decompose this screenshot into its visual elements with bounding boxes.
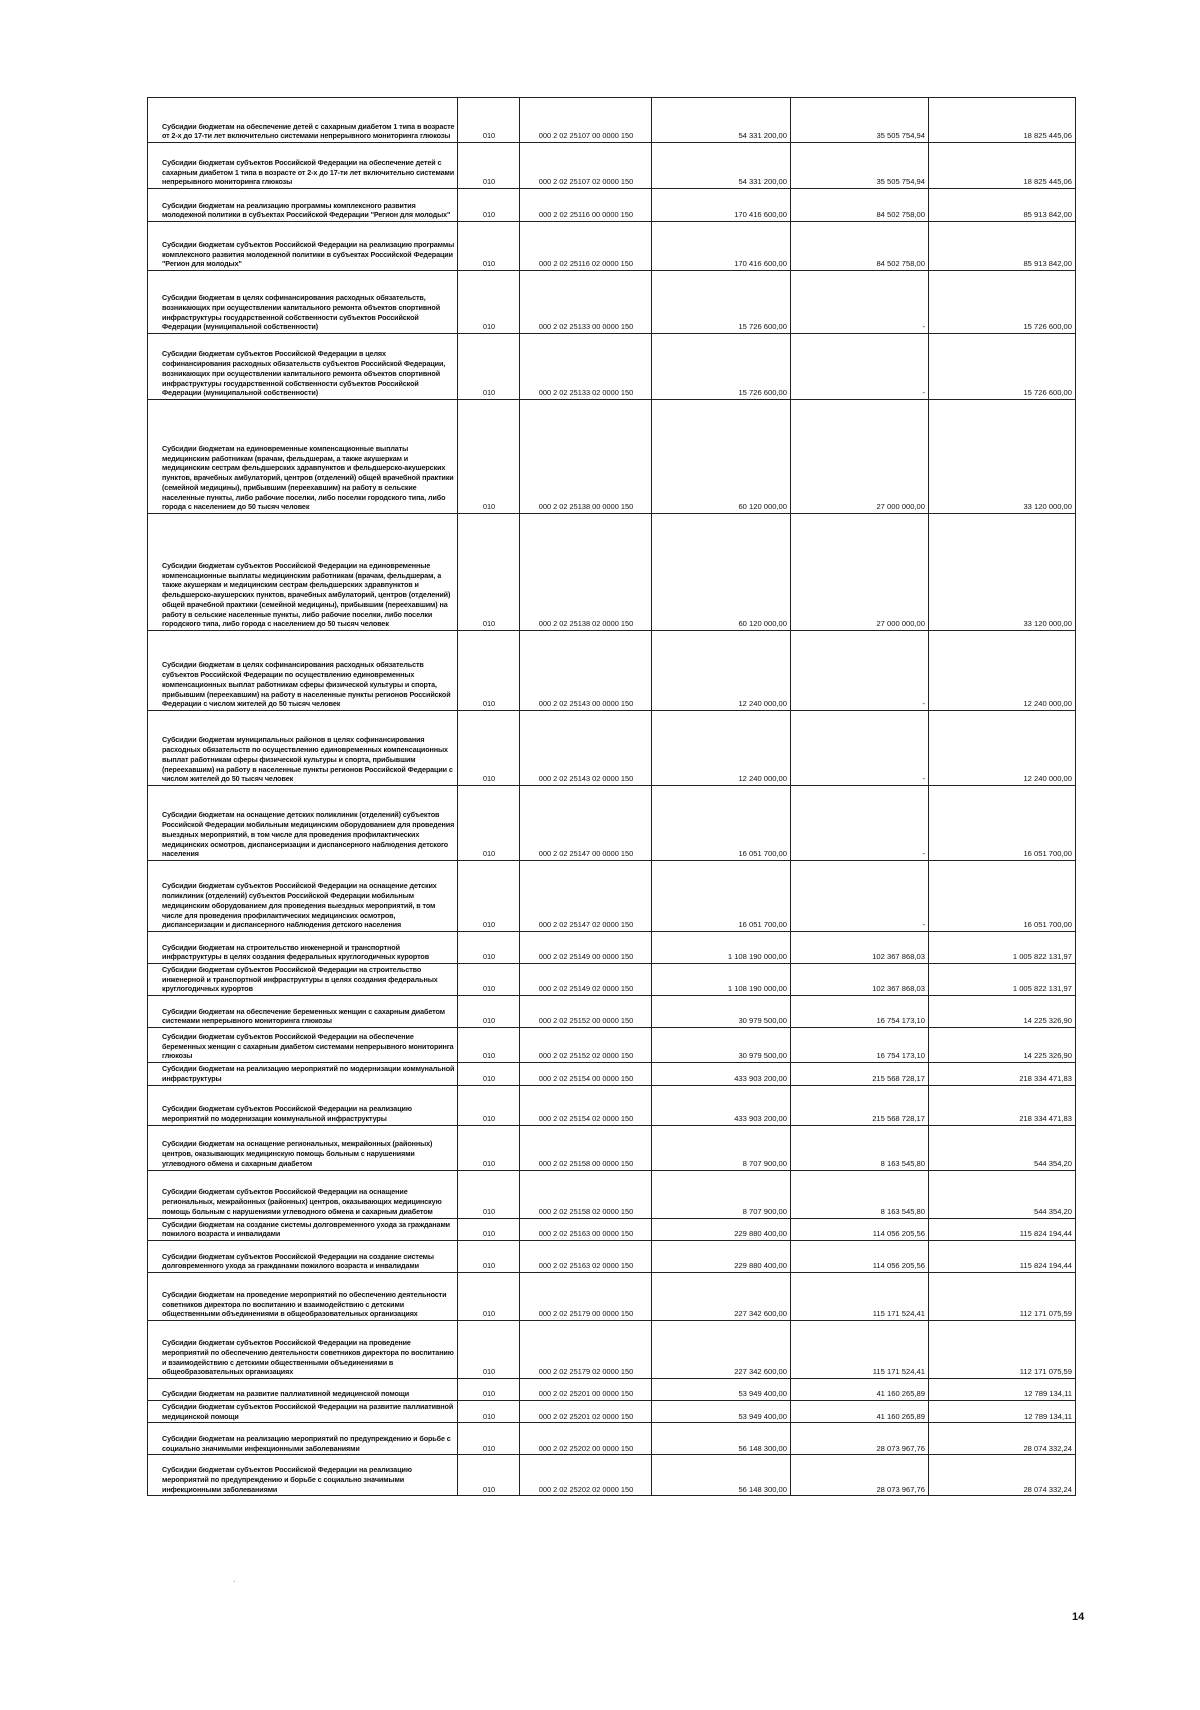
table-row <box>148 514 1076 631</box>
row-executed-amount: 27 000 000,00 <box>791 514 929 631</box>
row-unexecuted-amount: 16 051 700,00 <box>929 786 1076 861</box>
row-executed-amount: 115 171 524,41 <box>791 1272 929 1320</box>
row-name: Субсидии бюджетам на обеспечение детей с сахарным диабетом 1 типа в возрасте от 2-х до 17-ти лет включительно системами непрерывного мониторинга глюкозы <box>148 98 458 143</box>
row-budget-code: 000 2 02 25147 02 0000 150 <box>520 861 652 932</box>
row-budget-code: 000 2 02 25152 00 0000 150 <box>520 996 652 1028</box>
row-line-code: 010 <box>458 98 520 143</box>
table-row <box>148 1423 1076 1455</box>
row-unexecuted-amount: 218 334 471,83 <box>929 1085 1076 1125</box>
table-row <box>148 1125 1076 1170</box>
row-approved-amount: 170 416 600,00 <box>652 222 791 271</box>
row-unexecuted-amount: 15 726 600,00 <box>929 271 1076 334</box>
row-line-code: 010 <box>458 334 520 400</box>
row-approved-amount: 1 108 190 000,00 <box>652 964 791 996</box>
row-unexecuted-amount: 115 824 194,44 <box>929 1218 1076 1240</box>
table-row <box>148 271 1076 334</box>
row-name: Субсидии бюджетам на реализацию программы комплексного развития молодежной политики в субъектах Российской Федерации "Регион для молодых" <box>148 189 458 222</box>
row-approved-amount: 30 979 500,00 <box>652 1028 791 1063</box>
row-name: Субсидии бюджетам субъектов Российской Федерации на обеспечение детей с сахарным диабетом 1 типа в возрасте от 2-х до 17-ти лет включительно системами непрерывного мониторинга глюкозы <box>148 143 458 189</box>
table-row <box>148 1085 1076 1125</box>
row-approved-amount: 8 707 900,00 <box>652 1125 791 1170</box>
row-approved-amount: 56 148 300,00 <box>652 1455 791 1496</box>
row-executed-amount: - <box>791 271 929 334</box>
row-line-code: 010 <box>458 964 520 996</box>
table-row <box>148 1063 1076 1085</box>
row-budget-code: 000 2 02 25202 00 0000 150 <box>520 1423 652 1455</box>
row-unexecuted-amount: 15 726 600,00 <box>929 334 1076 400</box>
row-approved-amount: 170 416 600,00 <box>652 189 791 222</box>
row-unexecuted-amount: 14 225 326,90 <box>929 1028 1076 1063</box>
row-executed-amount: - <box>791 786 929 861</box>
row-name: Субсидии бюджетам на проведение мероприятий по обеспечению деятельности советников директора по воспитанию и взаимодействию с детскими общественными объединениями в общеобразовательных организациях <box>148 1272 458 1320</box>
row-name: Субсидии бюджетам субъектов Российской Федерации на реализацию мероприятий по модернизации коммунальной инфраструктуры <box>148 1085 458 1125</box>
row-unexecuted-amount: 115 824 194,44 <box>929 1240 1076 1272</box>
row-line-code: 010 <box>458 1320 520 1378</box>
row-budget-code: 000 2 02 25107 00 0000 150 <box>520 98 652 143</box>
row-approved-amount: 53 949 400,00 <box>652 1378 791 1400</box>
row-executed-amount: - <box>791 861 929 932</box>
row-executed-amount: 84 502 758,00 <box>791 189 929 222</box>
row-approved-amount: 12 240 000,00 <box>652 711 791 786</box>
row-budget-code: 000 2 02 25163 00 0000 150 <box>520 1218 652 1240</box>
row-budget-code: 000 2 02 25147 00 0000 150 <box>520 786 652 861</box>
row-approved-amount: 15 726 600,00 <box>652 271 791 334</box>
row-line-code: 010 <box>458 1218 520 1240</box>
table-row <box>148 1455 1076 1496</box>
table-row <box>148 98 1076 143</box>
row-line-code: 010 <box>458 1423 520 1455</box>
row-line-code: 010 <box>458 1125 520 1170</box>
row-budget-code: 000 2 02 25202 02 0000 150 <box>520 1455 652 1496</box>
row-budget-code: 000 2 02 25116 02 0000 150 <box>520 222 652 271</box>
row-budget-code: 000 2 02 25179 00 0000 150 <box>520 1272 652 1320</box>
row-budget-code: 000 2 02 25152 02 0000 150 <box>520 1028 652 1063</box>
row-unexecuted-amount: 544 354,20 <box>929 1170 1076 1218</box>
table-row <box>148 189 1076 222</box>
row-executed-amount: 215 568 728,17 <box>791 1063 929 1085</box>
row-name: Субсидии бюджетам муниципальных районов в целях софинансирования расходных обязательств по осуществлению единовременных компенсационных выплат работникам сферы физической культуры и спорта, прибывшим (переехавшим) на работу в населенные пункты регионов Российской Федерации с числом жителей до 50 тысяч человек <box>148 711 458 786</box>
row-executed-amount: 41 160 265,89 <box>791 1400 929 1422</box>
row-unexecuted-amount: 112 171 075,59 <box>929 1272 1076 1320</box>
row-unexecuted-amount: 112 171 075,59 <box>929 1320 1076 1378</box>
row-line-code: 010 <box>458 514 520 631</box>
table-row <box>148 400 1076 514</box>
row-approved-amount: 54 331 200,00 <box>652 98 791 143</box>
row-line-code: 010 <box>458 1400 520 1422</box>
row-executed-amount: 16 754 173,10 <box>791 1028 929 1063</box>
row-line-code: 010 <box>458 786 520 861</box>
row-executed-amount: 8 163 545,80 <box>791 1170 929 1218</box>
row-name: Субсидии бюджетам субъектов Российской Федерации на создание системы долговременного ухода за гражданами пожилого возраста и инвалидами <box>148 1240 458 1272</box>
row-unexecuted-amount: 16 051 700,00 <box>929 861 1076 932</box>
row-line-code: 010 <box>458 996 520 1028</box>
row-name: Субсидии бюджетам субъектов Российской Федерации на развитие паллиативной медицинской помощи <box>148 1400 458 1422</box>
row-budget-code: 000 2 02 25149 00 0000 150 <box>520 932 652 964</box>
row-name: Субсидии бюджетам на строительство инженерной и транспортной инфраструктуры в целях создания федеральных круглогодичных курортов <box>148 932 458 964</box>
row-budget-code: 000 2 02 25154 02 0000 150 <box>520 1085 652 1125</box>
row-budget-code: 000 2 02 25143 00 0000 150 <box>520 631 652 711</box>
page-number: 14 <box>1072 1611 1085 1623</box>
row-line-code: 010 <box>458 1240 520 1272</box>
row-line-code: 010 <box>458 861 520 932</box>
row-executed-amount: - <box>791 711 929 786</box>
row-approved-amount: 60 120 000,00 <box>652 514 791 631</box>
row-budget-code: 000 2 02 25201 02 0000 150 <box>520 1400 652 1422</box>
row-name: Субсидии бюджетам субъектов Российской Федерации на оснащение региональных, межрайонных (районных) центров, оказывающих медицинскую помощь больным с нарушениями углеводного обмена и сахарным диабетом <box>148 1170 458 1218</box>
row-line-code: 010 <box>458 1378 520 1400</box>
row-approved-amount: 433 903 200,00 <box>652 1085 791 1125</box>
row-approved-amount: 12 240 000,00 <box>652 631 791 711</box>
row-executed-amount: 28 073 967,76 <box>791 1455 929 1496</box>
row-executed-amount: 8 163 545,80 <box>791 1125 929 1170</box>
table-row <box>148 711 1076 786</box>
row-executed-amount: 102 367 868,03 <box>791 964 929 996</box>
row-line-code: 010 <box>458 1170 520 1218</box>
row-line-code: 010 <box>458 143 520 189</box>
row-unexecuted-amount: 33 120 000,00 <box>929 514 1076 631</box>
table-row <box>148 222 1076 271</box>
row-approved-amount: 1 108 190 000,00 <box>652 932 791 964</box>
row-approved-amount: 30 979 500,00 <box>652 996 791 1028</box>
row-approved-amount: 60 120 000,00 <box>652 400 791 514</box>
row-name: Субсидии бюджетам на единовременные компенсационные выплаты медицинским работникам (врачам, фельдшерам, а также акушеркам и медицинским сестрам фельдшерских здравпунктов и фельдшерско-акушерских пунктов, врачебных амбулаторий, центров (отделений) общей врачебной практики (семейной медицины), прибывшим (переехавшим) на работу в сельские населенные пункты, либо рабочие поселки, либо поселки городского типа, либо города с населением до 50 тысяч человек <box>148 400 458 514</box>
table-row <box>148 631 1076 711</box>
row-line-code: 010 <box>458 222 520 271</box>
row-name: Субсидии бюджетам на реализацию мероприятий по предупреждению и борьбе с социально значимыми инфекционными заболеваниями <box>148 1423 458 1455</box>
row-unexecuted-amount: 14 225 326,90 <box>929 996 1076 1028</box>
row-budget-code: 000 2 02 25158 00 0000 150 <box>520 1125 652 1170</box>
row-executed-amount: 114 056 205,56 <box>791 1240 929 1272</box>
row-approved-amount: 15 726 600,00 <box>652 334 791 400</box>
table-row <box>148 1320 1076 1378</box>
row-approved-amount: 433 903 200,00 <box>652 1063 791 1085</box>
row-line-code: 010 <box>458 271 520 334</box>
scan-artifact: ` <box>233 1580 236 1589</box>
row-unexecuted-amount: 544 354,20 <box>929 1125 1076 1170</box>
table-row <box>148 861 1076 932</box>
budget-table <box>147 97 1076 1496</box>
row-executed-amount: - <box>791 631 929 711</box>
row-name: Субсидии бюджетам в целях софинансирования расходных обязательств субъектов Российской Федерации по осуществлению единовременных компенсационных выплат работникам сферы физической культуры и спорта, прибывшим (переехавшим) на работу в населенные пункты регионов Российской Федерации с числом жителей до 50 тысяч человек <box>148 631 458 711</box>
row-line-code: 010 <box>458 1455 520 1496</box>
row-budget-code: 000 2 02 25133 00 0000 150 <box>520 271 652 334</box>
row-unexecuted-amount: 12 789 134,11 <box>929 1378 1076 1400</box>
row-approved-amount: 227 342 600,00 <box>652 1272 791 1320</box>
row-name: Субсидии бюджетам на реализацию мероприятий по модернизации коммунальной инфраструктуры <box>148 1063 458 1085</box>
row-approved-amount: 16 051 700,00 <box>652 861 791 932</box>
row-line-code: 010 <box>458 189 520 222</box>
table-row <box>148 1240 1076 1272</box>
row-executed-amount: 27 000 000,00 <box>791 400 929 514</box>
row-name: Субсидии бюджетам субъектов Российской Федерации на строительство инженерной и транспортной инфраструктуры в целях создания федеральных круглогодичных курортов <box>148 964 458 996</box>
table-row <box>148 1218 1076 1240</box>
row-unexecuted-amount: 85 913 842,00 <box>929 189 1076 222</box>
table-row <box>148 964 1076 996</box>
row-budget-code: 000 2 02 25143 02 0000 150 <box>520 711 652 786</box>
table-row <box>148 1378 1076 1400</box>
row-approved-amount: 53 949 400,00 <box>652 1400 791 1422</box>
row-executed-amount: 28 073 967,76 <box>791 1423 929 1455</box>
row-approved-amount: 8 707 900,00 <box>652 1170 791 1218</box>
row-name: Субсидии бюджетам на обеспечение беременных женщин с сахарным диабетом системами непрерывного мониторинга глюкозы <box>148 996 458 1028</box>
row-budget-code: 000 2 02 25154 00 0000 150 <box>520 1063 652 1085</box>
row-unexecuted-amount: 12 240 000,00 <box>929 631 1076 711</box>
row-budget-code: 000 2 02 25158 02 0000 150 <box>520 1170 652 1218</box>
table-row <box>148 1272 1076 1320</box>
row-unexecuted-amount: 28 074 332,24 <box>929 1423 1076 1455</box>
row-name: Субсидии бюджетам на развитие паллиативной медицинской помощи <box>148 1378 458 1400</box>
row-approved-amount: 54 331 200,00 <box>652 143 791 189</box>
table-row <box>148 786 1076 861</box>
row-name: Субсидии бюджетам на оснащение детских поликлиник (отделений) субъектов Российской Федерации мобильным медицинским оборудованием для проведения выездных мероприятий, в том числе для проведения профилактических медицинских осмотров, диспансеризации и диспансерного наблюдения детского населения <box>148 786 458 861</box>
row-unexecuted-amount: 18 825 445,06 <box>929 143 1076 189</box>
row-budget-code: 000 2 02 25201 00 0000 150 <box>520 1378 652 1400</box>
row-budget-code: 000 2 02 25138 00 0000 150 <box>520 400 652 514</box>
row-line-code: 010 <box>458 1085 520 1125</box>
row-line-code: 010 <box>458 711 520 786</box>
table-row <box>148 1170 1076 1218</box>
row-name: Субсидии бюджетам субъектов Российской Федерации на проведение мероприятий по обеспечению деятельности советников директора по воспитанию и взаимодействию с детскими общественными объединениями в общеобразовательных организациях <box>148 1320 458 1378</box>
row-unexecuted-amount: 218 334 471,83 <box>929 1063 1076 1085</box>
row-line-code: 010 <box>458 932 520 964</box>
row-unexecuted-amount: 12 789 134,11 <box>929 1400 1076 1422</box>
table-row <box>148 996 1076 1028</box>
row-unexecuted-amount: 28 074 332,24 <box>929 1455 1076 1496</box>
row-executed-amount: 41 160 265,89 <box>791 1378 929 1400</box>
row-unexecuted-amount: 1 005 822 131,97 <box>929 964 1076 996</box>
row-executed-amount: 215 568 728,17 <box>791 1085 929 1125</box>
row-budget-code: 000 2 02 25179 02 0000 150 <box>520 1320 652 1378</box>
row-name: Субсидии бюджетам в целях софинансирования расходных обязательств, возникающих при осуществлении капитального ремонта объектов спортивной инфраструктуры государственной собственности субъектов Российской Федерации (муниципальной собственности) <box>148 271 458 334</box>
row-budget-code: 000 2 02 25133 02 0000 150 <box>520 334 652 400</box>
table-row <box>148 1400 1076 1422</box>
row-executed-amount: 35 505 754,94 <box>791 98 929 143</box>
row-line-code: 010 <box>458 400 520 514</box>
table-row <box>148 334 1076 400</box>
row-name: Субсидии бюджетам субъектов Российской Федерации в целях софинансирования расходных обязательств субъектов Российской Федерации, возникающих при осуществлении капитального ремонта объектов спортивной инфраструктуры государственной собственности субъектов Российской Федерации (муниципальной собственности) <box>148 334 458 400</box>
row-name: Субсидии бюджетам субъектов Российской Федерации на оснащение детских поликлиник (отделений) субъектов Российской Федерации мобильным медицинским оборудованием для проведения выездных мероприятий, в том числе для проведения профилактических медицинских осмотров, диспансеризации и диспансерного наблюдения детского населения <box>148 861 458 932</box>
row-unexecuted-amount: 85 913 842,00 <box>929 222 1076 271</box>
table-row <box>148 932 1076 964</box>
row-approved-amount: 56 148 300,00 <box>652 1423 791 1455</box>
row-budget-code: 000 2 02 25107 02 0000 150 <box>520 143 652 189</box>
table-row <box>148 1028 1076 1063</box>
row-name: Субсидии бюджетам субъектов Российской Федерации на обеспечение беременных женщин с сахарным диабетом системами непрерывного мониторинга глюкозы <box>148 1028 458 1063</box>
row-executed-amount: 35 505 754,94 <box>791 143 929 189</box>
row-approved-amount: 229 880 400,00 <box>652 1240 791 1272</box>
row-executed-amount: 102 367 868,03 <box>791 932 929 964</box>
table-row <box>148 143 1076 189</box>
row-line-code: 010 <box>458 1028 520 1063</box>
row-name: Субсидии бюджетам субъектов Российской Федерации на реализацию программы комплексного развития молодежной политики в субъектах Российской Федерации "Регион для молодых" <box>148 222 458 271</box>
row-approved-amount: 227 342 600,00 <box>652 1320 791 1378</box>
row-unexecuted-amount: 1 005 822 131,97 <box>929 932 1076 964</box>
row-name: Субсидии бюджетам на создание системы долговременного ухода за гражданами пожилого возраста и инвалидами <box>148 1218 458 1240</box>
row-line-code: 010 <box>458 1272 520 1320</box>
row-executed-amount: - <box>791 334 929 400</box>
row-budget-code: 000 2 02 25138 02 0000 150 <box>520 514 652 631</box>
row-line-code: 010 <box>458 1063 520 1085</box>
row-name: Субсидии бюджетам на оснащение региональных, межрайонных (районных) центров, оказывающих медицинскую помощь больным с нарушениями углеводного обмена и сахарным диабетом <box>148 1125 458 1170</box>
row-unexecuted-amount: 33 120 000,00 <box>929 400 1076 514</box>
budget-table-body <box>148 98 1076 1496</box>
row-executed-amount: 114 056 205,56 <box>791 1218 929 1240</box>
row-name: Субсидии бюджетам субъектов Российской Федерации на реализацию мероприятий по предупреждению и борьбе с социально значимыми инфекционными заболеваниями <box>148 1455 458 1496</box>
row-budget-code: 000 2 02 25116 00 0000 150 <box>520 189 652 222</box>
row-approved-amount: 16 051 700,00 <box>652 786 791 861</box>
row-unexecuted-amount: 12 240 000,00 <box>929 711 1076 786</box>
row-name: Субсидии бюджетам субъектов Российской Федерации на единовременные компенсационные выплаты медицинским работникам (врачам, фельдшерам, а также акушеркам и медицинским сестрам фельдшерских здравпунктов и фельдшерско-акушерских пунктов, врачебных амбулаторий, центров (отделений) общей врачебной практики (семейной медицины), прибывшим (переехавшим) на работу в сельские населенные пункты, либо рабочие поселки, либо поселки городского типа, либо города с населением до 50 тысяч человек <box>148 514 458 631</box>
row-executed-amount: 16 754 173,10 <box>791 996 929 1028</box>
row-approved-amount: 229 880 400,00 <box>652 1218 791 1240</box>
row-unexecuted-amount: 18 825 445,06 <box>929 98 1076 143</box>
row-executed-amount: 84 502 758,00 <box>791 222 929 271</box>
row-executed-amount: 115 171 524,41 <box>791 1320 929 1378</box>
row-budget-code: 000 2 02 25149 02 0000 150 <box>520 964 652 996</box>
row-budget-code: 000 2 02 25163 02 0000 150 <box>520 1240 652 1272</box>
row-line-code: 010 <box>458 631 520 711</box>
